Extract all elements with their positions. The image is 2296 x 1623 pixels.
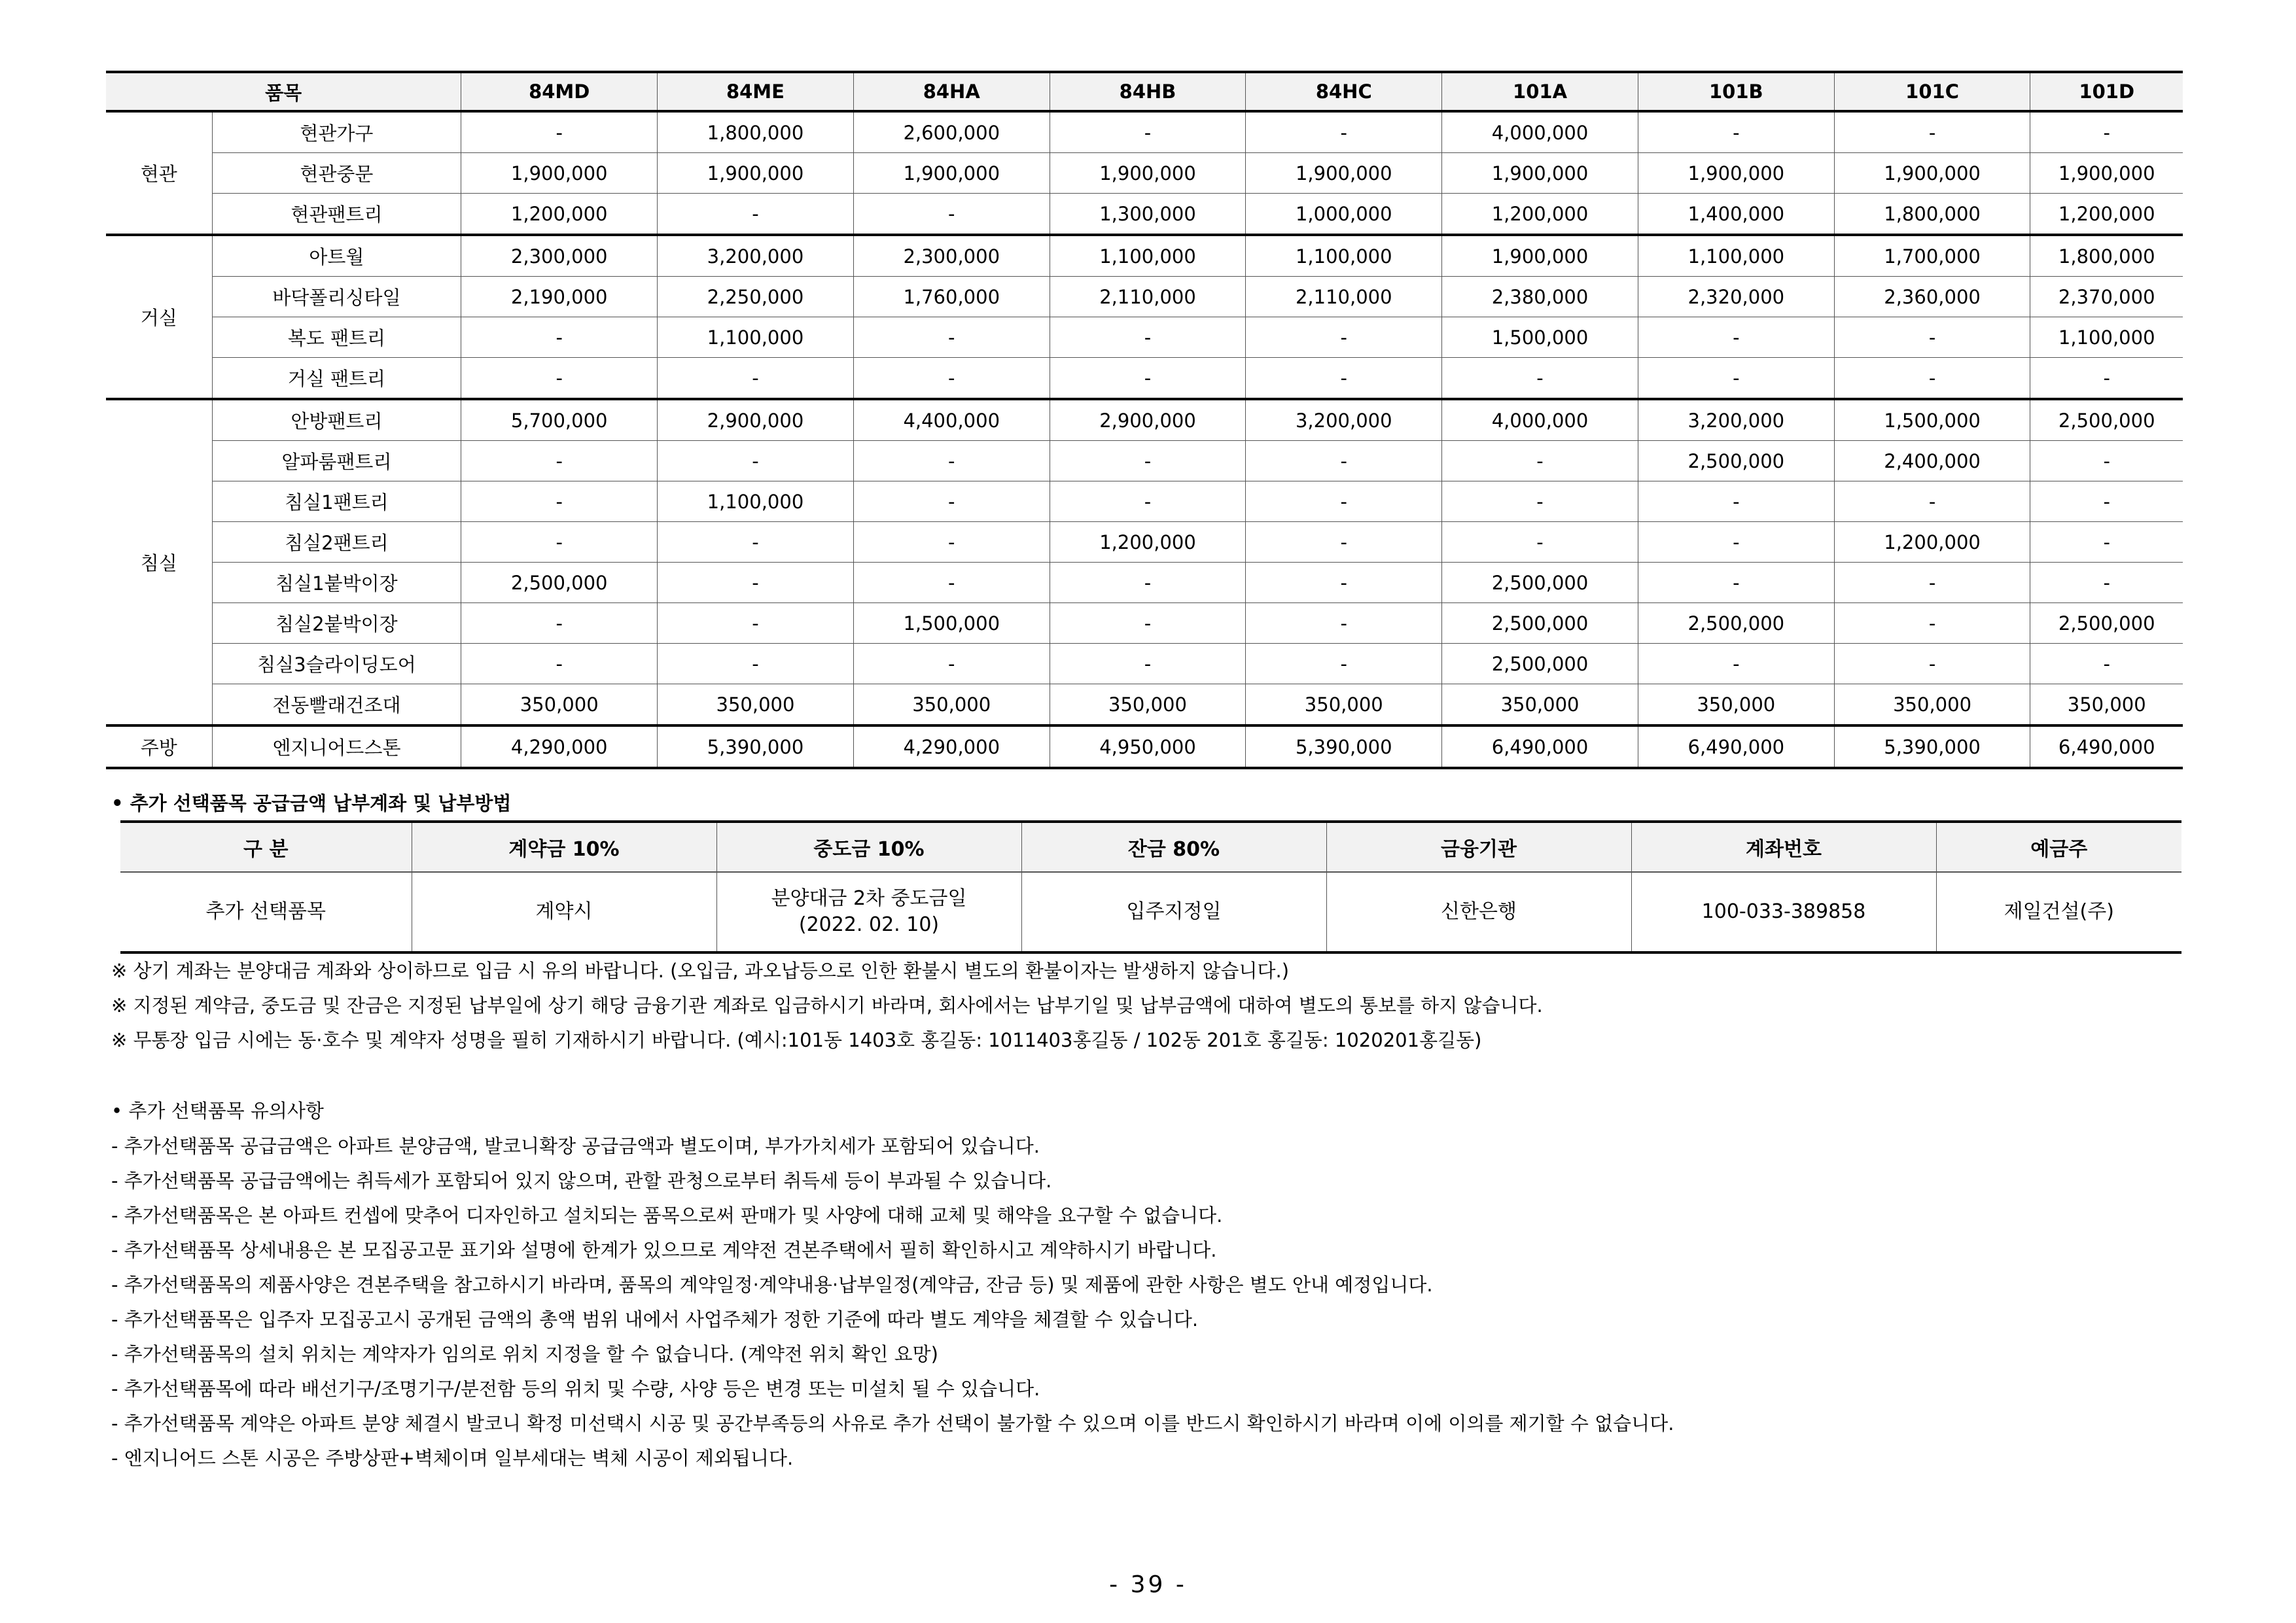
caution-item: - 추가선택품목 상세내용은 본 모집공고문 표기와 설명에 한계가 있으므로 계약전 견본주택에서 필히 확인하시고 계약하시기 바랍니다. [111,1239,1217,1261]
item-name-cell: 안방팬트리 [212,399,461,441]
caution-section-title: • 추가 선택품목 유의사항 [111,1100,324,1122]
price-cell: 1,200,000 [1050,522,1246,563]
price-cell: 5,390,000 [658,725,854,768]
price-cell: 4,000,000 [1442,399,1638,441]
payment-account-cell: 100-033-389858 [1631,872,1936,952]
caution-item: - 엔지니어드 스톤 시공은 주방상판+벽체이며 일부세대는 벽체 시공이 제외됩니다. [111,1447,794,1469]
price-cell: 4,290,000 [853,725,1050,768]
price-cell: 1,900,000 [1834,153,2030,194]
category-cell: 주방 [106,725,212,768]
item-name-cell: 침실2붙박이장 [212,603,461,644]
price-table-header-row [106,72,2183,111]
price-cell: - [1050,563,1246,603]
payment-header-account: 계좌번호 [1631,822,1936,872]
caution-item: - 추가선택품목의 제품사양은 견본주택을 참고하시기 바라며, 품목의 계약일정·계약내용·납부일정(계약금, 잔금 등) 및 제품에 관한 사항은 별도 안내 예정입니다. [111,1274,1433,1296]
category-cell: 침실 [106,399,212,725]
price-cell: - [1246,317,1442,358]
payment-bank-cell: 신한은행 [1326,872,1631,952]
table-row [106,441,2183,481]
price-cell: - [658,563,854,603]
price-cell: - [1834,563,2030,603]
price-cell: 1,200,000 [1834,522,2030,563]
price-cell: - [1442,481,1638,522]
price-table-body [106,111,2183,768]
price-cell: 2,900,000 [658,399,854,441]
price-table-header [106,72,2183,111]
price-cell: - [853,563,1050,603]
price-cell: - [853,317,1050,358]
item-name-cell: 복도 팬트리 [212,317,461,358]
price-cell: - [1442,358,1638,400]
table-row [106,725,2183,768]
category-cell: 현관 [106,111,212,235]
table-row [106,111,2183,153]
price-cell: - [1246,441,1442,481]
price-cell: 1,100,000 [658,317,854,358]
payment-table-row [120,872,2181,952]
price-cell: 1,200,000 [461,194,658,236]
price-cell: 1,200,000 [1442,194,1638,236]
price-cell: 350,000 [1834,684,2030,726]
table-row [106,603,2183,644]
column-header-unit-type: 101A [1442,72,1638,111]
price-cell: 1,900,000 [1050,153,1246,194]
price-cell: - [1246,111,1442,153]
payment-table-header-row [120,822,2181,872]
payment-contract-cell: 계약시 [412,872,716,952]
price-cell: - [1246,522,1442,563]
column-header-unit-type: 101B [1638,72,1834,111]
price-cell: - [2030,441,2183,481]
payment-note: ※ 지정된 계약금, 중도금 및 잔금은 지정된 납부일에 상기 해당 금융기관 계좌로 입금하시기 바라며, 회사에서는 납부기일 및 납부금액에 대하여 별도의 통보를 하지 않습니다. [111,994,1543,1017]
caution-item: - 추가선택품목 계약은 아파트 분양 체결시 발코니 확정 미선택시 시공 및 공간부족등의 사유로 추가 선택이 불가할 수 있으며 이를 반드시 확인하시기 바라며 이에 이의를 제기할 수 없습니다. [111,1412,1674,1435]
price-cell: - [853,522,1050,563]
price-cell: - [658,522,854,563]
price-cell: 1,800,000 [1834,194,2030,236]
price-cell: 2,500,000 [1638,441,1834,481]
item-name-cell: 침실2팬트리 [212,522,461,563]
column-header-item: 품목 [106,72,461,111]
price-cell: 1,200,000 [2030,194,2183,236]
item-name-cell: 현관중문 [212,153,461,194]
price-cell: - [658,603,854,644]
payment-header-contract: 계약금 10% [412,822,716,872]
price-cell: - [1050,481,1246,522]
price-cell: - [1050,644,1246,684]
price-cell: - [1638,522,1834,563]
caution-item: - 추가선택품목은 입주자 모집공고시 공개된 금액의 총액 범위 내에서 사업주체가 정한 기준에 따라 별도 계약을 체결할 수 있습니다. [111,1308,1199,1331]
price-cell: 1,800,000 [658,111,854,153]
price-cell: 4,000,000 [1442,111,1638,153]
caution-item: - 추가선택품목 공급금액은 아파트 분양금액, 발코니확장 공급금액과 별도이며, 부가가치세가 포함되어 있습니다. [111,1135,1040,1157]
price-cell: 1,900,000 [1442,235,1638,277]
price-cell: 1,400,000 [1638,194,1834,236]
table-row [106,481,2183,522]
price-cell: - [1050,441,1246,481]
table-row [106,399,2183,441]
column-header-unit-type: 101D [2030,72,2183,111]
price-cell: - [461,644,658,684]
price-cell: - [1246,563,1442,603]
price-cell: 2,360,000 [1834,277,2030,317]
price-cell: - [658,644,854,684]
price-cell: - [1834,603,2030,644]
price-cell: - [853,481,1050,522]
price-cell: 2,300,000 [461,235,658,277]
price-cell: - [1246,481,1442,522]
price-cell: - [1638,111,1834,153]
price-cell: - [1050,603,1246,644]
price-cell: 2,500,000 [1442,603,1638,644]
price-cell: 1,900,000 [2030,153,2183,194]
price-cell: - [853,441,1050,481]
table-row [106,235,2183,277]
price-cell: 2,900,000 [1050,399,1246,441]
price-cell: 6,490,000 [1638,725,1834,768]
payment-category-cell: 추가 선택품목 [120,872,412,952]
payment-header-holder: 예금주 [1936,822,2181,872]
price-cell: 5,390,000 [1834,725,2030,768]
price-cell: - [853,644,1050,684]
price-cell: 1,700,000 [1834,235,2030,277]
price-cell: 5,390,000 [1246,725,1442,768]
price-cell: 350,000 [853,684,1050,726]
caution-item: - 추가선택품목에 따라 배선기구/조명기구/분전함 등의 위치 및 수량, 사양 등은 변경 또는 미설치 될 수 있습니다. [111,1378,1040,1400]
price-cell: - [2030,522,2183,563]
price-cell: 2,600,000 [853,111,1050,153]
column-header-unit-type: 101C [1834,72,2030,111]
item-name-cell: 전동빨래건조대 [212,684,461,726]
table-row [106,684,2183,726]
price-cell: 2,370,000 [2030,277,2183,317]
price-cell: - [461,111,658,153]
payment-interim-line2: (2022. 02. 10) [798,913,940,936]
table-row [106,153,2183,194]
price-cell: 1,100,000 [2030,317,2183,358]
price-cell: - [1834,358,2030,400]
price-cell: - [1246,644,1442,684]
price-cell: - [1834,111,2030,153]
price-cell: 350,000 [658,684,854,726]
price-cell: 2,320,000 [1638,277,1834,317]
price-cell: - [461,481,658,522]
price-cell: 350,000 [461,684,658,726]
price-cell: 1,900,000 [1442,153,1638,194]
price-cell: 3,200,000 [1638,399,1834,441]
price-cell: - [2030,644,2183,684]
caution-item: - 추가선택품목은 본 아파트 컨셉에 맞추어 디자인하고 설치되는 품목으로써 판매가 및 사양에 대해 교체 및 해약을 요구할 수 없습니다. [111,1204,1223,1227]
table-row [106,277,2183,317]
item-name-cell: 침실3슬라이딩도어 [212,644,461,684]
price-cell: - [2030,481,2183,522]
price-cell: 2,500,000 [2030,399,2183,441]
price-cell: - [461,522,658,563]
price-cell: - [1246,603,1442,644]
price-cell: - [853,358,1050,400]
price-cell: 2,110,000 [1050,277,1246,317]
option-price-table [106,71,2183,769]
price-cell: 1,100,000 [658,481,854,522]
price-cell: - [1050,358,1246,400]
table-row [106,358,2183,400]
item-name-cell: 침실1팬트리 [212,481,461,522]
payment-header-balance: 잔금 80% [1021,822,1326,872]
price-cell: 1,100,000 [1246,235,1442,277]
price-cell: 1,500,000 [1442,317,1638,358]
payment-header-category: 구 분 [120,822,412,872]
price-cell: 2,500,000 [1638,603,1834,644]
price-cell: 4,290,000 [461,725,658,768]
column-header-unit-type: 84HA [853,72,1050,111]
price-cell: - [1638,317,1834,358]
caution-item: - 추가선택품목의 설치 위치는 계약자가 임의로 위치 지정을 할 수 없습니다. (계약전 위치 확인 요망) [111,1343,938,1365]
price-cell: - [1834,481,2030,522]
price-cell: 2,500,000 [461,563,658,603]
price-cell: 2,190,000 [461,277,658,317]
price-cell: - [1442,441,1638,481]
item-name-cell: 거실 팬트리 [212,358,461,400]
payment-note: ※ 상기 계좌는 분양대금 계좌와 상이하므로 입금 시 유의 바랍니다. (오입금, 과오납등으로 인한 환불시 별도의 환불이자는 발생하지 않습니다.) [111,960,1290,982]
price-cell: 4,950,000 [1050,725,1246,768]
price-cell: 2,500,000 [2030,603,2183,644]
price-cell: 6,490,000 [2030,725,2183,768]
payment-interim-cell [716,872,1021,952]
price-cell: 1,900,000 [853,153,1050,194]
category-cell: 거실 [106,235,212,399]
price-cell: 2,250,000 [658,277,854,317]
price-cell: - [2030,358,2183,400]
table-row [106,563,2183,603]
table-row [106,317,2183,358]
payment-header-interim: 중도금 10% [716,822,1021,872]
price-cell: - [461,317,658,358]
price-cell: 1,000,000 [1246,194,1442,236]
price-cell: - [1638,644,1834,684]
table-row [106,522,2183,563]
price-cell: 350,000 [1442,684,1638,726]
price-cell: 1,900,000 [658,153,854,194]
price-cell: 2,500,000 [1442,563,1638,603]
price-cell: - [1638,481,1834,522]
item-name-cell: 현관가구 [212,111,461,153]
price-cell: 2,380,000 [1442,277,1638,317]
price-cell: - [658,441,854,481]
price-cell: 4,400,000 [853,399,1050,441]
item-name-cell: 엔지니어드스톤 [212,725,461,768]
payment-note: ※ 무통장 입금 시에는 동·호수 및 계약자 성명을 필히 기재하시기 바랍니다. (예시:101동 1403호 홍길동: 1011403홍길동 / 102동 201호 홍길동: 1020201홍길동) [111,1029,1482,1051]
column-header-unit-type: 84ME [658,72,854,111]
item-name-cell: 침실1붙박이장 [212,563,461,603]
price-cell: - [1050,111,1246,153]
price-cell: - [461,603,658,644]
price-cell: - [1834,317,2030,358]
payment-account-table [120,820,2181,954]
payment-balance-cell: 입주지정일 [1021,872,1326,952]
price-cell: - [658,194,854,236]
payment-section-title: • 추가 선택품목 공급금액 납부계좌 및 납부방법 [111,792,512,814]
price-cell: 3,200,000 [1246,399,1442,441]
price-cell: 1,760,000 [853,277,1050,317]
item-name-cell: 바닥폴리싱타일 [212,277,461,317]
price-cell: 1,500,000 [1834,399,2030,441]
price-cell: 1,300,000 [1050,194,1246,236]
payment-holder-cell: 제일건설(주) [1936,872,2181,952]
price-cell: - [1246,358,1442,400]
price-cell: 1,900,000 [1246,153,1442,194]
column-header-unit-type: 84MD [461,72,658,111]
column-header-unit-type: 84HC [1246,72,1442,111]
price-cell: 350,000 [2030,684,2183,726]
price-cell: 5,700,000 [461,399,658,441]
payment-header-bank: 금융기관 [1326,822,1631,872]
item-name-cell: 현관팬트리 [212,194,461,236]
price-cell: 2,300,000 [853,235,1050,277]
page-number: - 39 - [1109,1571,1187,1598]
price-cell: 3,200,000 [658,235,854,277]
price-cell: - [658,358,854,400]
item-name-cell: 알파룸팬트리 [212,441,461,481]
price-cell: - [1638,358,1834,400]
price-cell: 1,900,000 [461,153,658,194]
price-cell: 350,000 [1638,684,1834,726]
caution-item: - 추가선택품목 공급금액에는 취득세가 포함되어 있지 않으며, 관할 관청으로부터 취득세 등이 부과될 수 있습니다. [111,1170,1052,1192]
price-cell: 2,500,000 [1442,644,1638,684]
price-cell: 350,000 [1050,684,1246,726]
price-cell: 6,490,000 [1442,725,1638,768]
price-cell: 1,900,000 [1638,153,1834,194]
price-cell: - [1050,317,1246,358]
price-cell: 2,400,000 [1834,441,2030,481]
price-cell: 2,110,000 [1246,277,1442,317]
price-cell: 1,100,000 [1638,235,1834,277]
column-header-unit-type: 84HB [1050,72,1246,111]
price-cell: - [461,358,658,400]
price-cell: - [461,441,658,481]
price-cell: - [1834,644,2030,684]
table-row [106,644,2183,684]
price-cell: 1,100,000 [1050,235,1246,277]
price-cell: - [2030,111,2183,153]
table-row [106,194,2183,236]
payment-interim-line1: 분양대금 2차 중도금일 [771,886,967,910]
price-cell: - [1638,563,1834,603]
item-name-cell: 아트월 [212,235,461,277]
price-cell: 350,000 [1246,684,1442,726]
price-cell: 1,800,000 [2030,235,2183,277]
price-cell: - [1442,522,1638,563]
price-cell: - [2030,563,2183,603]
price-cell: 1,500,000 [853,603,1050,644]
price-cell: - [853,194,1050,236]
